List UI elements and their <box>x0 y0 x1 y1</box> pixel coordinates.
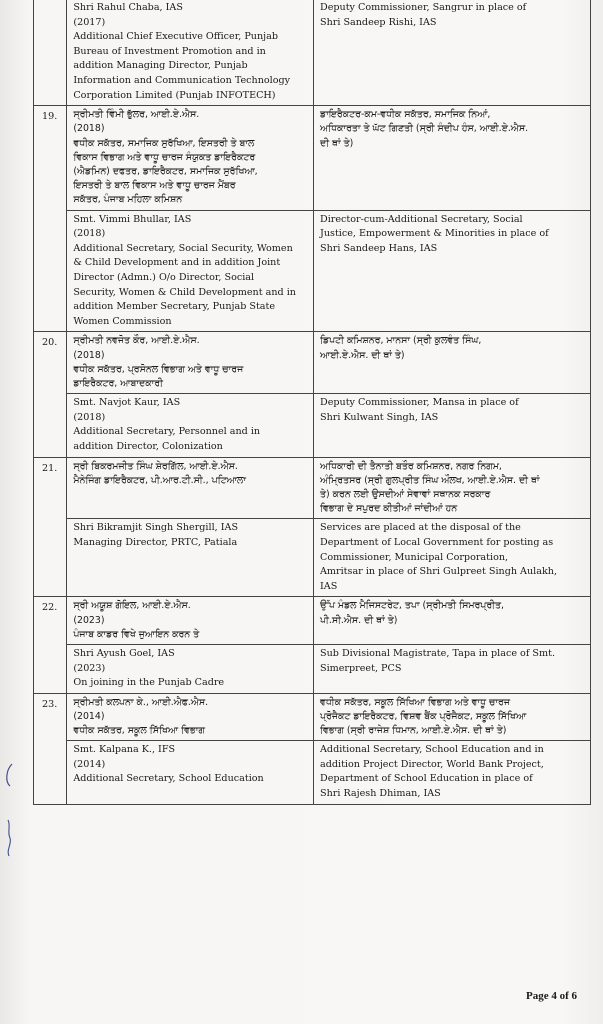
posting-cell-english <box>314 394 591 457</box>
table-row-punjabi <box>34 106 591 210</box>
text-line: Simerpreet, PCS <box>320 662 402 674</box>
text-line: Security, Women & Child Development and in <box>73 286 296 298</box>
text-line: ਅਧਿਕਾਰੀ ਦੀ ਤੈਨਾਤੀ ਬਤੌਰ ਕਮਿਸ਼ਨਰ, ਨਗਰ ਨਿਗਮ, <box>320 460 502 472</box>
text-line: (2023) <box>73 662 106 674</box>
text-line: ਸ੍ਰੀਮਤੀ ਨਵਜੋਤ ਕੌਰ, ਆਈ.ਏ.ਐਸ. <box>73 335 200 347</box>
officer-cell-english <box>67 0 314 106</box>
text-line: ਸ੍ਰੀ ਅਯੂਸ਼ ਗੋਇਲ, ਆਈ.ਏ.ਐਸ. <box>73 600 191 612</box>
text-line: Deputy Commissioner, Sangrur in place of <box>320 2 527 13</box>
text-line: Amritsar in place of Shri Gulpreet Singh Aulakh, <box>320 566 557 578</box>
text-line: ਇਸਤਰੀ ਤੇ ਬਾਲ ਵਿਕਾਸ ਅਤੇ ਵਾਧੂ ਚਾਰਜ ਮੈਂਬਰ <box>73 180 236 192</box>
text-line: ਵਧੀਕ ਸਕੱਤਰ, ਸਕੂਲ ਸਿੱਖਿਆ ਵਿਭਾਗ ਅਤੇ ਵਾਧੂ ਚਾਰਜ <box>320 696 510 708</box>
text-line: Shri Kulwant Singh, IAS <box>320 411 439 423</box>
text-line: (ਐਡਮਿਨ) ਦਫਤਰ, ਡਾਇਰੈਕਟਰ, ਸਮਾਜਿਕ ਸੁਰੱਖਿਆ, <box>73 165 258 177</box>
table-row-punjabi <box>34 597 591 645</box>
text-line: Department of Local Government for posting as <box>320 536 554 548</box>
table-row-english <box>34 0 591 106</box>
text-line: ਡਿਪਟੀ ਕਮਿਸ਼ਨਰ, ਮਾਨਸਾ (ਸ੍ਰੀ ਕੁਲਵੰਤ ਸਿੰਘ, <box>320 335 482 347</box>
text-line: Additional Secretary, School Education and in <box>320 744 544 756</box>
text-line: Smt. Navjot Kaur, IAS <box>73 397 181 409</box>
text-line: Additional Secretary, School Education <box>73 773 264 785</box>
text-line: ਵਿਭਾਗ ਦੇ ਸਪੁਰਦ ਕੀਤੀਆਂ ਜਾਂਦੀਆਂ ਹਨ <box>320 503 458 515</box>
text-line: ਪ੍ਰੋਜੈਕਟ ਡਾਇਰੈਕਟਰ, ਵਿਸ਼ਵ ਬੈਂਕ ਪ੍ਰੋਜੈਕਟ, ਸਕੂਲ ਸਿੱਖਿਆ <box>320 710 527 722</box>
text-line: ਸਕੱਤਰ, ਪੰਜਾਬ ਮਹਿਲਾ ਕਮਿਸ਼ਨ <box>73 194 183 206</box>
text-line: Smt. Vimmi Bhullar, IAS <box>73 213 192 225</box>
text-line: On joining in the Punjab Cadre <box>73 677 225 689</box>
posting-cell-punjabi <box>314 693 591 741</box>
text-line: Managing Director, PRTC, Patiala <box>73 536 238 548</box>
text-line: ਆਈ.ਏ.ਐਸ. ਦੀ ਥਾਂ ਤੇ) <box>320 349 405 361</box>
text-line: Commissioner, Municipal Corporation, <box>320 551 509 563</box>
text-line: ਦੀ ਥਾਂ ਤੇ) <box>320 137 354 149</box>
posting-cell-english <box>314 0 591 106</box>
officer-cell-punjabi <box>67 106 314 210</box>
table-row-punjabi <box>34 693 591 741</box>
text-line: (2018) <box>73 411 106 423</box>
text-line: ਸ੍ਰੀਮਤੀ ਕਲਪਨਾ ਕੇ., ਆਈ.ਐਫ.ਐਸ. <box>73 696 209 708</box>
posting-cell-english <box>314 519 591 597</box>
officer-cell-punjabi <box>67 332 314 394</box>
text-line: Shri Rahul Chaba, IAS <box>73 2 183 13</box>
officer-cell-english <box>67 210 314 332</box>
table-row-punjabi <box>34 332 591 394</box>
text-line: Justice, Empowerment & Minorities in place of <box>320 228 549 240</box>
text-line: ਵਧੀਕ ਸਕੱਤਰ, ਸਮਾਜਿਕ ਸੁਰੱਖਿਆ, ਇਸਤਰੀ ਤੇ ਬਾਲ <box>73 137 255 149</box>
text-line: Bureau of Investment Promotion and in <box>73 45 266 57</box>
serial-number: 21. <box>34 457 67 597</box>
text-line: ਸ੍ਰੀਮਤੀ ਵਿੰਮੀ ਭੁੱਲਰ, ਆਈ.ਏ.ਐਸ. <box>73 109 200 121</box>
posting-cell-english <box>314 210 591 332</box>
text-line: Smt. Kalpana K., IFS <box>73 744 176 756</box>
text-line: Shri Bikramjit Singh Shergill, IAS <box>73 522 239 534</box>
table-row-english <box>34 519 591 597</box>
serial-number: 19. <box>34 106 67 332</box>
text-line: ਡਾਇਰੈਕਟਰ, ਆਬਾਦਕਾਰੀ <box>73 377 163 389</box>
posting-cell-punjabi <box>314 457 591 519</box>
text-line: ਮੈਨੇਜਿੰਗ ਡਾਇਰੈਕਟਰ, ਪੀ.ਆਰ.ਟੀ.ਸੀ., ਪਟਿਆਲਾ <box>73 474 246 486</box>
text-line: ਅੰਮ੍ਰਿਤਸਰ (ਸ੍ਰੀ ਗੁਲਪ੍ਰੀਤ ਸਿੰਘ ਔਲਖ, ਆਈ.ਏ.ਐਸ. ਦੀ ਥਾਂ <box>320 474 540 486</box>
text-line: (2018) <box>73 228 106 240</box>
text-line: & Child Development and in addition Joint <box>73 257 281 269</box>
officer-cell-punjabi <box>67 457 314 519</box>
text-line: ਵਧੀਕ ਸਕੱਤਰ, ਸਕੂਲ ਸਿੱਖਿਆ ਵਿਭਾਗ <box>73 725 205 737</box>
officer-cell-punjabi <box>67 693 314 741</box>
serial-number <box>34 0 67 106</box>
text-line: Director-cum-Additional Secretary, Social <box>320 213 523 225</box>
table-row-english <box>34 394 591 457</box>
text-line: (2017) <box>73 16 106 28</box>
page-number: Page 4 of 6 <box>525 990 577 1002</box>
text-line: Shri Rajesh Dhiman, IAS <box>320 788 441 800</box>
text-line: IAS <box>320 580 338 592</box>
text-line: addition Managing Director, Punjab <box>73 60 248 72</box>
text-line: Additional Secretary, Personnel and in <box>73 426 261 438</box>
text-line: Services are placed at the disposal of the <box>320 522 521 534</box>
text-line: (2014) <box>73 710 105 722</box>
officer-cell-english <box>67 644 314 693</box>
text-line: Shri Sandeep Rishi, IAS <box>320 16 437 28</box>
posting-cell-punjabi <box>314 106 591 210</box>
text-line: ਵਧੀਕ ਸਕੱਤਰ, ਪ੍ਰਸੋਨਲ ਵਿਭਾਗ ਅਤੇ ਵਾਧੂ ਚਾਰਜ <box>73 363 244 375</box>
transfer-orders-table <box>33 0 591 805</box>
text-line: ਤੇ) ਕਰਨ ਲਈ ਉਸਦੀਆਂ ਸੇਵਾਵਾਂ ਸਥਾਨਕ ਸਰਕਾਰ <box>320 488 491 500</box>
table-row-english <box>34 644 591 693</box>
text-line: Women Commission <box>73 315 172 327</box>
text-line: addition Project Director, World Bank Project, <box>320 758 544 770</box>
text-line: addition Director, Colonization <box>73 440 223 452</box>
text-line: ਉੱਪ ਮੰਡਲ ਮੈਜਿਸਟਰੇਟ, ਤਪਾ (ਸ੍ਰੀਮਤੀ ਸਿਮਰਪ੍ਰੀਤ, <box>320 600 504 612</box>
text-line: Deputy Commissioner, Mansa in place of <box>320 397 519 409</box>
text-line: Department of School Education in place of <box>320 773 533 785</box>
text-line: Information and Communication Technology <box>73 74 291 86</box>
posting-cell-punjabi <box>314 597 591 645</box>
text-line: ਵਿਭਾਗ (ਸ੍ਰੀ ਰਾਜੇਸ਼ ਧਿਮਾਨ, ਆਈ.ਏ.ਐਸ. ਦੀ ਥਾਂ ਤੇ) <box>320 725 507 737</box>
officer-cell-english <box>67 741 314 804</box>
table-row-punjabi <box>34 457 591 519</box>
text-line: (2014) <box>73 758 106 770</box>
officer-cell-punjabi <box>67 597 314 645</box>
table-row-english <box>34 210 591 332</box>
text-line: ਪੰਜਾਬ ਕਾਡਰ ਵਿਖੇ ਜੁਆਇਨ ਕਰਨ ਤੇ <box>73 628 200 640</box>
serial-number: 22. <box>34 597 67 693</box>
posting-cell-english <box>314 741 591 804</box>
text-line: (2018) <box>73 349 105 361</box>
text-line: Shri Sandeep Hans, IAS <box>320 242 438 254</box>
table-row-english <box>34 741 591 804</box>
text-line: Shri Ayush Goel, IAS <box>73 647 175 659</box>
officer-cell-english <box>67 519 314 597</box>
text-line: (2018) <box>73 123 105 135</box>
text-line: (2023) <box>73 614 105 626</box>
posting-cell-punjabi <box>314 332 591 394</box>
text-line: addition Member Secretary, Punjab State <box>73 301 276 313</box>
text-line: Additional Chief Executive Officer, Punjab <box>73 31 278 43</box>
text-line: ਪੀ.ਸੀ.ਐਸ. ਦੀ ਥਾਂ ਤੇ) <box>320 614 398 626</box>
text-line: Corporation Limited (Punjab INFOTECH) <box>73 89 276 101</box>
text-line: Additional Secretary, Social Security, Women <box>73 242 293 254</box>
text-line: ਵਿਕਾਸ ਵਿਭਾਗ ਅਤੇ ਵਾਧੂ ਚਾਰਜ ਸੰਯੁਕਤ ਡਾਇਰੈਕਟਰ <box>73 151 256 163</box>
text-line: ਅਧਿਕਾਰਤਾ ਤੇ ਘੱਟ ਗਿਣਤੀ (ਸ੍ਰੀ ਸੰਦੀਪ ਹੰਸ, ਆਈ.ਏ.ਐਸ. <box>320 123 529 135</box>
serial-number: 23. <box>34 693 67 804</box>
text-line: ਸ੍ਰੀ ਬਿਕਰਮਜੀਤ ਸਿੰਘ ਸ਼ੇਰਗਿੱਲ, ਆਈ.ਏ.ਐਸ. <box>73 460 238 472</box>
text-line: Director (Admn.) O/o Director, Social <box>73 271 255 283</box>
posting-cell-english <box>314 644 591 693</box>
serial-number: 20. <box>34 332 67 457</box>
text-line: Sub Divisional Magistrate, Tapa in place of Smt. <box>320 647 556 659</box>
officer-cell-english <box>67 394 314 457</box>
text-line: ਡਾਇਰੈਕਟਰ-ਕਮ-ਵਧੀਕ ਸਕੱਤਰ, ਸਮਾਜਿਕ ਨਿਆਂ, <box>320 109 491 121</box>
margin-handwriting-mark <box>2 760 16 870</box>
